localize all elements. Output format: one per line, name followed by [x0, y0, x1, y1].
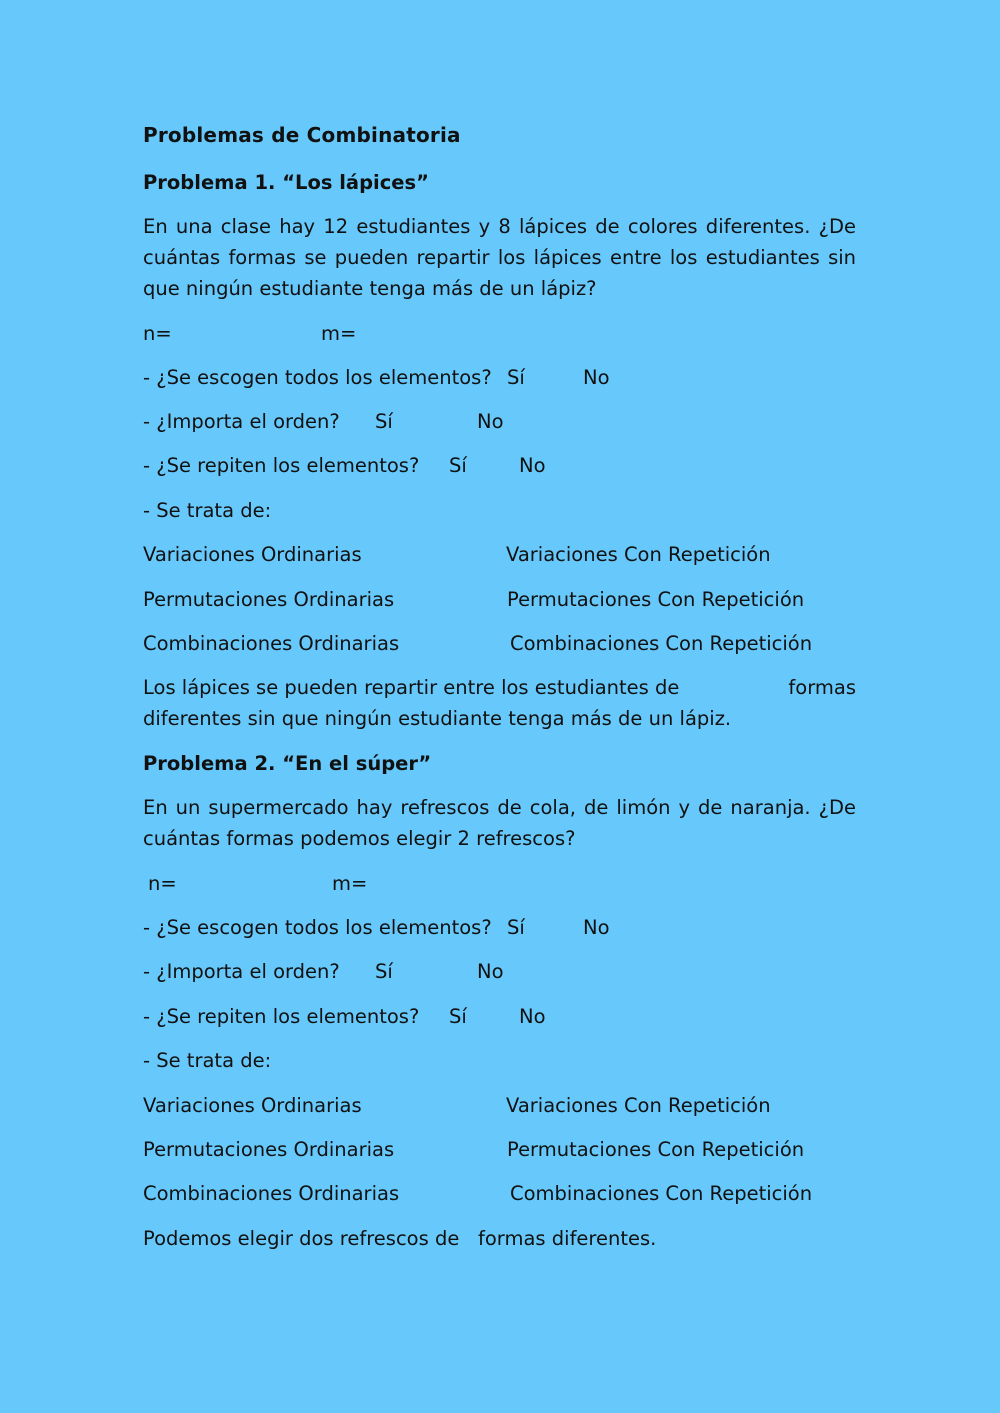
problem-1-n-label: n=: [143, 322, 172, 345]
problem-1-question-2: - ¿Importa el orden?: [143, 410, 340, 433]
problem-1-option-combinaciones-con-repeticion[interactable]: Combinaciones Con Repetición: [510, 632, 813, 655]
page-title: Problemas de Combinatoria: [143, 123, 461, 147]
problem-1-option-variaciones-ordinarias[interactable]: Variaciones Ordinarias: [143, 543, 362, 566]
problem-1-answer-line-2: diferentes sin que ningún estudiante tenga más de un lápiz.: [143, 707, 732, 730]
problem-2-option-combinaciones-con-repeticion[interactable]: Combinaciones Con Repetición: [510, 1182, 813, 1205]
problem-2-option-permutaciones-con-repeticion[interactable]: Permutaciones Con Repetición: [507, 1138, 805, 1161]
problem-2-q1-yes-option[interactable]: Sí: [507, 916, 525, 939]
problem-2-question-2: - ¿Importa el orden?: [143, 960, 340, 983]
problem-1-q1-no-option[interactable]: No: [583, 366, 610, 389]
problem-2-q3-yes-option[interactable]: Sí: [449, 1005, 467, 1028]
problem-1-q3-yes-option[interactable]: Sí: [449, 454, 467, 477]
problem-2-question-3: - ¿Se repiten los elementos?: [143, 1005, 420, 1028]
problem-2-option-combinaciones-ordinarias[interactable]: Combinaciones Ordinarias: [143, 1182, 400, 1205]
problem-2-q2-yes-option[interactable]: Sí: [375, 960, 393, 983]
problem-2-heading: Problema 2. “En el súper”: [143, 752, 432, 775]
problem-2-question-1: - ¿Se escogen todos los elementos?: [143, 916, 492, 939]
problem-1-q1-yes-option[interactable]: Sí: [507, 366, 525, 389]
problem-1-heading: Problema 1. “Los lápices”: [143, 171, 429, 194]
problem-1-m-label: m=: [321, 322, 357, 345]
problem-1-option-variaciones-con-repeticion[interactable]: Variaciones Con Repetición: [506, 543, 771, 566]
problem-1-question-3: - ¿Se repiten los elementos?: [143, 454, 420, 477]
problem-1-option-permutaciones-ordinarias[interactable]: Permutaciones Ordinarias: [143, 588, 395, 611]
problem-2-statement: En un supermercado hay refrescos de cola, de limón y de naranja. ¿De cuántas formas podemos elegir 2 refrescos?: [143, 796, 856, 850]
problem-1-type-label: - Se trata de:: [143, 499, 272, 522]
problem-1-answer-text: Los lápices se pueden repartir entre los estudiantes de: [143, 676, 680, 699]
problem-2-option-variaciones-ordinarias[interactable]: Variaciones Ordinarias: [143, 1094, 362, 1117]
problem-1-option-combinaciones-ordinarias[interactable]: Combinaciones Ordinarias: [143, 632, 400, 655]
problem-2-q3-no-option[interactable]: No: [519, 1005, 546, 1028]
problem-2-m-label: m=: [332, 872, 368, 895]
problem-1-answer-suffix: formas: [788, 676, 856, 699]
problem-2-q1-no-option[interactable]: No: [583, 916, 610, 939]
problem-1-statement: En una clase hay 12 estudiantes y 8 lápices de colores diferentes. ¿De cuántas formas se pueden repartir los lápices entre los estudiantes sin que ningún estudiante tenga más de un lápiz?: [143, 215, 856, 300]
problem-2-n-label: n=: [148, 872, 177, 895]
problem-1-option-permutaciones-con-repeticion[interactable]: Permutaciones Con Repetición: [507, 588, 805, 611]
problem-1-question-1: - ¿Se escogen todos los elementos?: [143, 366, 492, 389]
problem-2-option-permutaciones-ordinarias[interactable]: Permutaciones Ordinarias: [143, 1138, 395, 1161]
problem-2-option-variaciones-con-repeticion[interactable]: Variaciones Con Repetición: [506, 1094, 771, 1117]
problem-2-answer-text: Podemos elegir dos refrescos de: [143, 1227, 460, 1250]
problem-1-q2-yes-option[interactable]: Sí: [375, 410, 393, 433]
problem-2-q2-no-option[interactable]: No: [477, 960, 504, 983]
problem-1-q2-no-option[interactable]: No: [477, 410, 504, 433]
problem-2-type-label: - Se trata de:: [143, 1049, 272, 1072]
problem-2-answer-suffix: formas diferentes.: [478, 1227, 657, 1250]
problem-2-answer-blank[interactable]: [453, 1223, 477, 1254]
problem-1-q3-no-option[interactable]: No: [519, 454, 546, 477]
